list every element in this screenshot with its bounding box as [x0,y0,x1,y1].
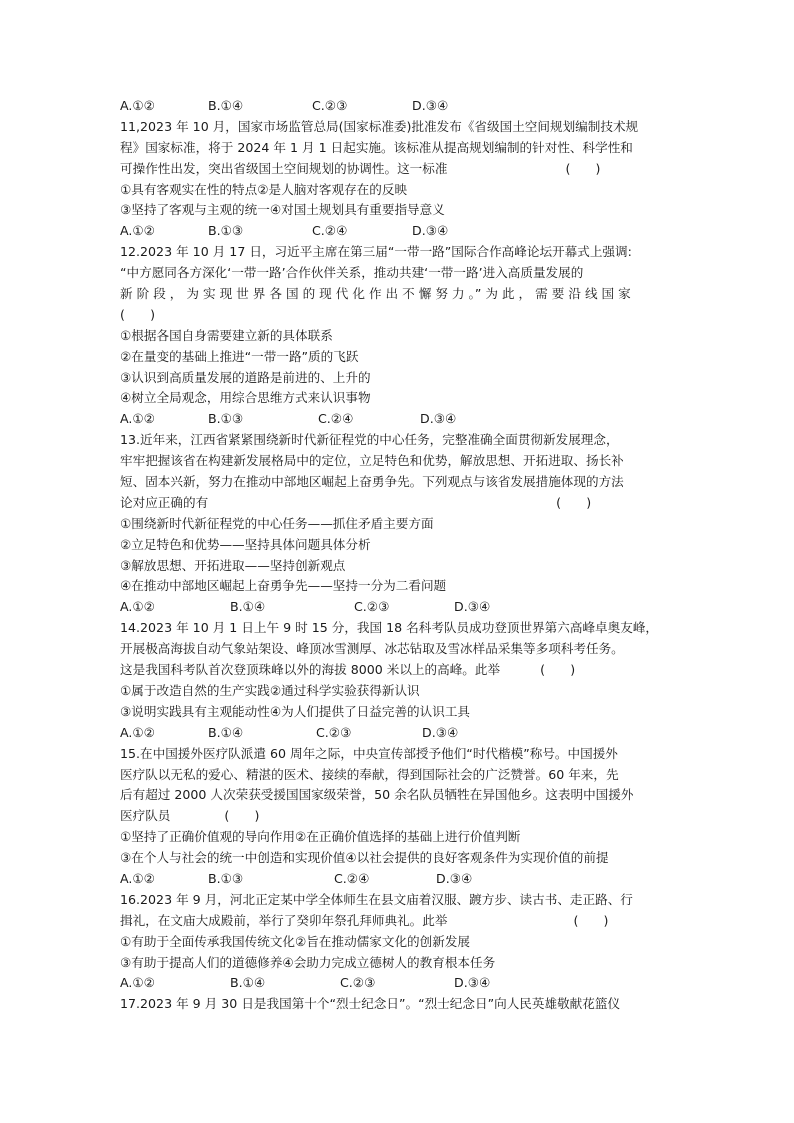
question-text: 可操作性出发，突出省级国土空间规划的协调性。这一标准 [120,160,448,176]
option-b: B.①④ [208,98,244,113]
question-17 [120,994,680,1015]
question-text-line: 14.2023 年 10 月 1 日上午 9 时 15 分，我国 18 名科考队员成功登顶世界第六高峰卓奥友峰， [120,620,659,636]
question-options [120,597,680,618]
question-column [120,96,680,1015]
question-options [120,973,680,994]
option-c: C.②④ [312,223,348,239]
option-b: B.①③ [208,870,244,886]
answer-blank: ( ) [556,494,592,510]
question-text-line: 11,2023 年 10 月，国家市场监管总局(国家标准委)批准发布《省级国土空间规划编制技术规 [120,118,639,134]
statement: ③说明实践具有主观能动性④为人们提供了日益完善的认识工具 [120,703,471,719]
option-c: C.②③ [354,599,390,615]
question-text: 这是我国科考队首次登顶珠峰以外的海拔 8000 米以上的高峰。此举 [120,662,501,678]
statement: ④在推动中部地区崛起上奋勇争先——坚持一分为二看问题 [120,578,447,594]
option-b: B.①③ [208,411,244,427]
option-d: D.③④ [454,975,491,991]
question-16 [120,890,680,994]
option-a: A.①② [120,599,155,615]
prev-question-options [120,96,680,117]
option-b: B.①③ [208,223,244,239]
statement: ③认识到高质量发展的道路是前进的、上升的 [120,369,371,385]
question-text-line: 13.近年来，江西省紧紧围绕新时代新征程党的中心任务，完整准确全面贯彻新发展理念， [120,432,619,448]
option-a: A.①② [120,98,155,113]
option-c: C.②③ [312,98,348,113]
question-12 [120,242,680,430]
question-text-line: 短、固本兴新，努力在推动中部地区崛起上奋勇争先。下列观点与该省发展措施体现的方法 [120,474,624,490]
option-c: C.②③ [340,975,376,991]
option-a: A.①② [120,724,155,740]
option-a: A.①② [120,870,155,886]
question-text-line: 程》国家标准，将于 2024 年 1 月 1 日起实施。该标准从提高规划编制的针对性、科学性和 [120,139,633,155]
question-options [120,409,680,430]
question-11 [120,117,680,242]
statement: ①坚持了正确价值观的导向作用②在正确价值选择的基础上进行价值判断 [120,829,521,845]
statement: ③有助于提高人们的道德修养④会助力完成立德树人的教育根本任务 [120,954,496,970]
question-15 [120,744,680,890]
option-d: D.③④ [420,411,457,427]
question-text: 揖礼，在文庙大成殿前，举行了癸卯年祭孔拜师典礼。此举 [120,912,448,928]
statement: ③在个人与社会的统一中创造和实现价值④以社会提供的良好客观条件为实现价值的前提 [120,850,609,866]
question-text-line: 15.在中国援外医疗队派遣 60 周年之际，中央宣传部授予他们“时代楷模”称号。中国援外 [120,745,618,761]
question-text-line [120,159,680,180]
statement: ③坚持了客观与主观的统一④对国土规划具有重要指导意义 [120,202,445,218]
statement: ①根据各国自身需要建立新的具体联系 [120,327,333,343]
option-c: C.②④ [334,870,370,886]
option-d: D.③④ [422,724,459,740]
statement: ①有助于全面传承我国传统文化②旨在推动儒家文化的创新发展 [120,933,471,949]
question-text-line: 12.2023 年 10 月 17 日，习近平主席在第三届“一带一路”国际合作高峰论坛开幕式上强调: [120,244,632,260]
question-text: 医疗队员 [120,808,171,824]
question-options [120,723,680,744]
statement: ④树立全局观念，用综合思维方式来认识事物 [120,390,371,406]
option-c: C.②④ [318,411,354,427]
answer-blank: ( ) [540,662,576,678]
question-text: 论对应正确的有 [120,494,209,510]
statement: ①具有客观实在性的特点②是人脑对客观存在的反映 [120,181,408,197]
question-text-line: “中方愿同各方深化‘一带一路’合作伙伴关系，推动共建‘一带一路’进入高质量发展的 [120,265,584,281]
question-13 [120,430,680,618]
option-b: B.①④ [230,599,266,615]
option-b: B.①④ [230,975,266,991]
statement: ③解放思想、开拓进取——坚持创新观点 [120,557,346,573]
question-text-line [120,493,680,514]
question-text-line [120,911,680,932]
option-d: D.③④ [412,98,449,113]
option-a: A.①② [120,975,155,991]
option-a: A.①② [120,223,155,239]
answer-blank: ( ) [120,306,156,322]
statement: ②立足特色和优势——坚持具体问题具体分析 [120,536,371,552]
question-options [120,869,680,890]
option-a: A.①② [120,411,155,427]
question-14 [120,618,680,743]
statement: ①属于改造自然的生产实践②通过科学实验获得新认识 [120,682,420,698]
question-text-line: 16.2023 年 9 月，河北正定某中学全体师生在县文庙着汉服、踱方步、读古书、走正路、行 [120,891,633,907]
question-text-line: 开展极高海拔自动气象站架设、峰顶冰雪测厚、冰芯钻取及雪冰样品采集等多项科考任务。 [120,641,624,657]
option-d: D.③④ [412,223,449,239]
question-text-line [120,806,680,827]
option-d: D.③④ [436,870,473,886]
option-d: D.③④ [454,599,491,615]
question-text-line [120,660,680,681]
question-text-line: 17.2023 年 9 月 30 日是我国第十个“烈士纪念日”。“烈士纪念日”向人民英雄敬献花篮仪 [120,996,621,1012]
answer-blank: ( ) [573,912,609,928]
statement: ①围绕新时代新征程党的中心任务——抓住矛盾主要方面 [120,515,434,531]
option-b: B.①④ [208,724,244,740]
question-text-line: 牢牢把握该省在构建新发展格局中的定位，立足特色和优势，解放思想、开拓进取、扬长补 [120,453,624,469]
question-text-line: 后有超过 2000 人次荣获受援国国家级荣誉，50 余名队员牺牲在异国他乡。这表明中国援外 [120,787,634,803]
question-text-line: 新 阶 段 ， 为 实 现 世 界 各 国 的 现 代 化 作 出 不 懈 努 力 。” 为 此 ， 需 要 沿 线 国 家 [120,286,631,302]
question-text-line: 医疗队以无私的爱心、精湛的医术、接续的奉献，得到国际社会的广泛赞誉。60 年来，先 [120,766,619,782]
option-c: C.②③ [316,724,352,740]
answer-blank: ( ) [224,808,260,824]
answer-blank: ( ) [565,160,601,176]
statement: ②在量变的基础上推进“一带一路”质的飞跃 [120,348,359,364]
question-options [120,221,680,242]
